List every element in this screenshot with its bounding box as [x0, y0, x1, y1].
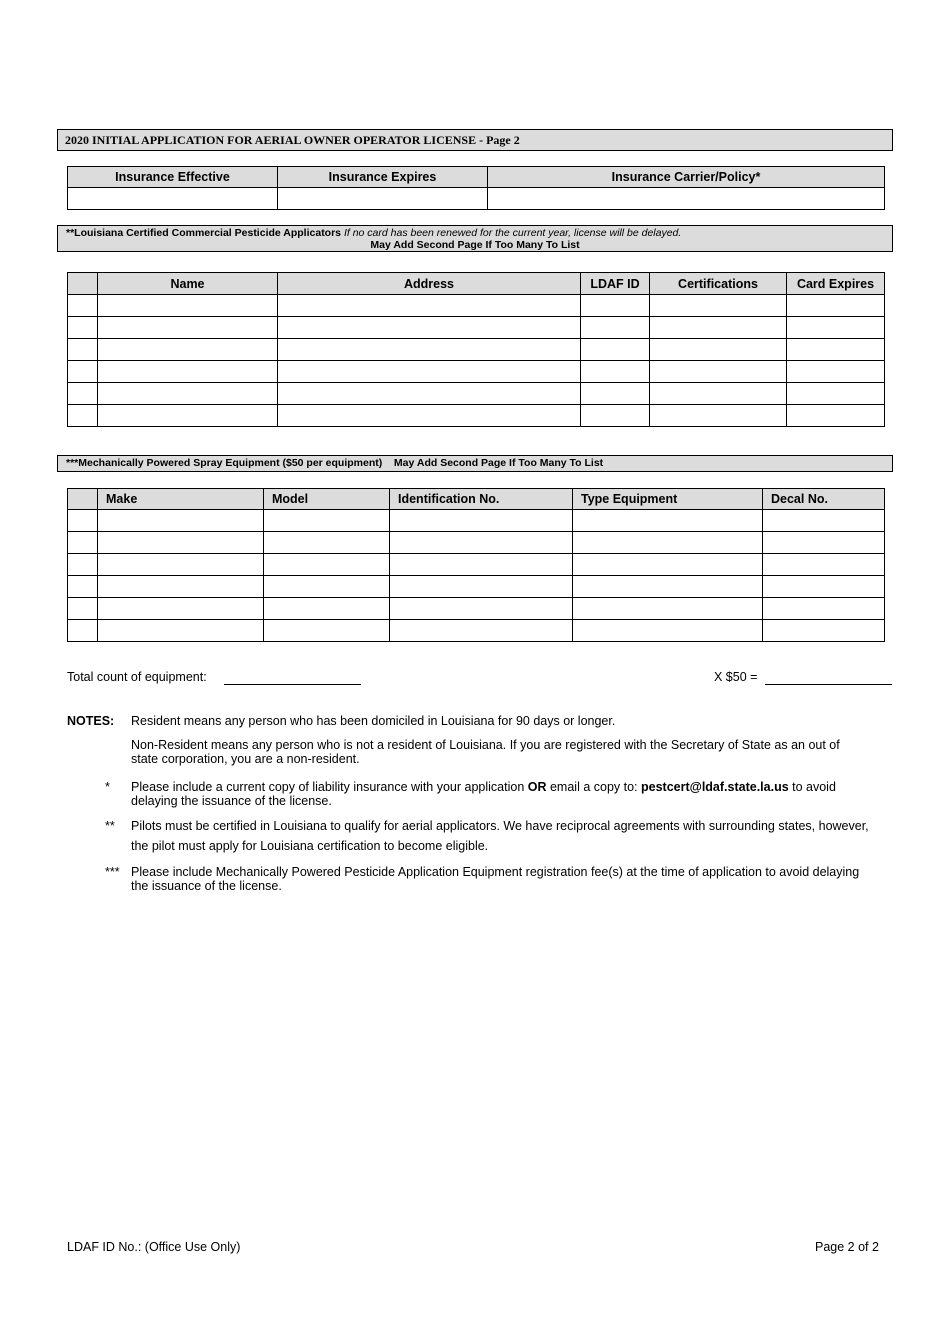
applicator-cell[interactable] — [278, 361, 581, 383]
note-resident-text: Resident means any person who has been domiciled in Louisiana for 90 days or longer. — [131, 714, 616, 728]
applicator-cell[interactable] — [98, 361, 278, 383]
equipment-cell-input[interactable] — [763, 514, 884, 528]
equipment-cell — [68, 554, 98, 576]
insurance-table — [67, 166, 885, 210]
col-decal-no: Decal No. — [763, 489, 885, 510]
equipment-cell-input[interactable] — [573, 624, 762, 638]
col-make: Make — [98, 489, 264, 510]
applicator-cell[interactable] — [581, 339, 650, 361]
page-header-bar — [57, 129, 893, 151]
note-insurance-text-c: to avoid — [788, 780, 836, 794]
page-title: 2020 INITIAL APPLICATION FOR AERIAL OWNER OPERATOR LICENSE - Page 2 — [65, 133, 520, 147]
applicator-cell-input[interactable] — [787, 343, 884, 357]
applicator-cell — [68, 339, 98, 361]
equipment-cell-input[interactable] — [264, 558, 389, 572]
col-model: Model — [264, 489, 390, 510]
applicator-cell-input[interactable] — [98, 409, 277, 423]
applicator-cell[interactable] — [278, 317, 581, 339]
applicator-cell[interactable] — [787, 383, 885, 405]
col-insurance-effective: Insurance Effective — [68, 167, 278, 188]
equipment-cell-input[interactable] — [390, 514, 572, 528]
applicator-cell[interactable] — [278, 295, 581, 317]
equipment-row — [68, 576, 885, 598]
footer-ldaf-id: LDAF ID No.: (Office Use Only) — [67, 1240, 241, 1254]
applicator-cell[interactable] — [650, 405, 787, 427]
insurance-expires-input[interactable] — [278, 192, 487, 206]
col-address: Address — [278, 273, 581, 295]
equipment-cell-input[interactable] — [98, 536, 263, 550]
col-card-expires: Card Expires — [787, 273, 885, 295]
applicator-cell-input[interactable] — [650, 343, 786, 357]
equipment-cell-input[interactable] — [573, 580, 762, 594]
equipment-row — [68, 532, 885, 554]
equipment-cell-input[interactable] — [264, 514, 389, 528]
equipment-cell — [68, 598, 98, 620]
col-name: Name — [98, 273, 278, 295]
applicator-cell[interactable] — [787, 317, 885, 339]
applicator-cell-input[interactable] — [581, 409, 649, 423]
applicator-cell-input[interactable] — [278, 299, 580, 313]
applicator-cell[interactable] — [98, 405, 278, 427]
footer-page-number: Page 2 of 2 — [815, 1240, 879, 1254]
applicator-cell[interactable] — [787, 361, 885, 383]
equipment-cell[interactable] — [264, 620, 390, 642]
applicator-row — [68, 317, 885, 339]
applicator-cell-input[interactable] — [581, 299, 649, 313]
applicator-cell-input[interactable] — [787, 299, 884, 313]
note-insurance — [131, 780, 836, 808]
equipment-cell[interactable] — [264, 510, 390, 532]
equipment-table — [67, 488, 885, 642]
applicator-cell — [68, 317, 98, 339]
applicator-cell-input[interactable] — [98, 365, 277, 379]
applicator-cell[interactable] — [650, 295, 787, 317]
equipment-cell-input[interactable] — [98, 602, 263, 616]
total-count-label: Total count of equipment: — [67, 670, 207, 684]
applicator-cell — [68, 383, 98, 405]
insurance-effective-input[interactable] — [68, 192, 277, 206]
equipment-cell[interactable] — [98, 532, 264, 554]
applicator-cell[interactable] — [787, 339, 885, 361]
applicator-cell-input[interactable] — [787, 321, 884, 335]
equipment-cell-input[interactable] — [763, 536, 884, 550]
applicator-cell[interactable] — [581, 361, 650, 383]
applicator-row — [68, 295, 885, 317]
applicator-cell[interactable] — [581, 295, 650, 317]
applicator-cell — [68, 361, 98, 383]
equipment-cell[interactable] — [390, 576, 573, 598]
equipment-cell-input[interactable] — [390, 580, 572, 594]
note-insurance-or: OR — [527, 780, 547, 794]
equipment-cell[interactable] — [573, 620, 763, 642]
col-insurance-carrier: Insurance Carrier/Policy* — [488, 167, 885, 188]
applicator-cell[interactable] — [650, 383, 787, 405]
applicator-cell-input[interactable] — [278, 321, 580, 335]
equipment-cell-input[interactable] — [98, 558, 263, 572]
applicator-cell[interactable] — [581, 405, 650, 427]
equipment-cell-input[interactable] — [573, 602, 762, 616]
equipment-cell-input[interactable] — [264, 624, 389, 638]
applicator-cell-input[interactable] — [787, 365, 884, 379]
equipment-banner-text: ***Mechanically Powered Spray Equipment ($50 per equipment) May Add Second Page If Too Many To List — [66, 457, 604, 469]
applicator-cell[interactable] — [98, 383, 278, 405]
note-equipment-fee-line2: the issuance of the license. — [131, 879, 282, 893]
equipment-cell-input[interactable] — [264, 602, 389, 616]
equipment-cell-input[interactable] — [264, 580, 389, 594]
col-certifications: Certifications — [650, 273, 787, 295]
equipment-cell[interactable] — [264, 554, 390, 576]
equipment-cell[interactable] — [98, 576, 264, 598]
fee-label: X $50 = — [714, 670, 758, 684]
applicator-cell-input[interactable] — [98, 343, 277, 357]
equipment-cell-input[interactable] — [264, 536, 389, 550]
equipment-cell[interactable] — [390, 510, 573, 532]
equipment-cell[interactable] — [763, 620, 885, 642]
applicator-cell-input[interactable] — [581, 387, 649, 401]
note-resident — [131, 714, 615, 728]
equipment-cell-input[interactable] — [390, 558, 572, 572]
col-eq-row-marker — [68, 489, 98, 510]
equipment-cell-input[interactable] — [390, 602, 572, 616]
applicator-cell[interactable] — [787, 405, 885, 427]
applicator-cell-input[interactable] — [98, 299, 277, 313]
applicator-row — [68, 361, 885, 383]
applicator-cell — [68, 405, 98, 427]
equipment-cell-input[interactable] — [573, 536, 762, 550]
note-non-resident — [131, 738, 840, 766]
applicator-cell[interactable] — [278, 383, 581, 405]
equipment-cell[interactable] — [763, 554, 885, 576]
equipment-cell-input[interactable] — [763, 624, 884, 638]
note-non-resident-line2: state corporation, you are a non-resident. — [131, 752, 360, 766]
equipment-cell[interactable] — [573, 598, 763, 620]
equipment-cell — [68, 576, 98, 598]
equipment-cell[interactable] — [573, 510, 763, 532]
equipment-row — [68, 510, 885, 532]
applicator-cell-input[interactable] — [650, 321, 786, 335]
applicator-row — [68, 383, 885, 405]
equipment-cell-input[interactable] — [98, 624, 263, 638]
note-star2-mark: ** — [105, 819, 115, 833]
applicators-banner-second-page: May Add Second Page If Too Many To List — [370, 239, 580, 251]
insurance-carrier-input[interactable] — [488, 192, 884, 206]
note-pilots-line2: the pilot must apply for Louisiana certification to become eligible. — [131, 839, 489, 853]
applicator-cell[interactable] — [581, 383, 650, 405]
equipment-row — [68, 620, 885, 642]
note-equipment-fee — [131, 865, 859, 893]
equipment-cell — [68, 532, 98, 554]
equipment-cell[interactable] — [573, 532, 763, 554]
equipment-cell[interactable] — [98, 510, 264, 532]
applicator-cell-input[interactable] — [581, 365, 649, 379]
note-star1-mark: * — [105, 780, 110, 794]
equipment-banner — [57, 455, 893, 472]
note-insurance-text-a: Please include a current copy of liability insurance with your application — [131, 780, 528, 794]
equipment-cell[interactable] — [390, 532, 573, 554]
applicator-cell-input[interactable] — [650, 299, 786, 313]
note-star3-mark: *** — [105, 865, 120, 879]
equipment-cell[interactable] — [390, 598, 573, 620]
equipment-cell[interactable] — [763, 576, 885, 598]
note-insurance-line2: delaying the issuance of the license. — [131, 794, 332, 808]
applicator-cell[interactable] — [787, 295, 885, 317]
equipment-row — [68, 598, 885, 620]
equipment-cell[interactable] — [763, 532, 885, 554]
insurance-effective-cell[interactable] — [68, 188, 278, 210]
total-count-field[interactable] — [224, 684, 361, 685]
fee-total-field[interactable] — [765, 684, 892, 685]
equipment-cell[interactable] — [98, 554, 264, 576]
note-insurance-text-b: email a copy to: — [546, 780, 641, 794]
applicator-cell-input[interactable] — [278, 343, 580, 357]
note-pilots — [131, 819, 869, 853]
applicator-cell[interactable] — [278, 339, 581, 361]
equipment-cell-input[interactable] — [763, 602, 884, 616]
applicators-banner — [57, 225, 893, 252]
applicator-cell-input[interactable] — [581, 343, 649, 357]
applicator-cell-input[interactable] — [98, 321, 277, 335]
email-link[interactable]: pestcert@ldaf.state.la.us — [641, 780, 789, 794]
equipment-cell[interactable] — [763, 510, 885, 532]
equipment-cell — [68, 510, 98, 532]
col-identification-no: Identification No. — [390, 489, 573, 510]
applicator-row — [68, 339, 885, 361]
applicator-cell-input[interactable] — [787, 387, 884, 401]
applicator-cell[interactable] — [98, 339, 278, 361]
equipment-cell[interactable] — [264, 532, 390, 554]
applicator-cell-input[interactable] — [650, 409, 786, 423]
applicator-cell[interactable] — [98, 317, 278, 339]
equipment-cell-input[interactable] — [390, 536, 572, 550]
equipment-cell-input[interactable] — [98, 514, 263, 528]
equipment-cell-input[interactable] — [763, 580, 884, 594]
equipment-cell-input[interactable] — [390, 624, 572, 638]
insurance-expires-cell[interactable] — [278, 188, 488, 210]
applicator-cell-input[interactable] — [278, 409, 580, 423]
applicators-banner-warning: If no card has been renewed for the current year, license will be delayed. — [341, 227, 682, 239]
equipment-cell[interactable] — [573, 576, 763, 598]
equipment-cell[interactable] — [763, 598, 885, 620]
applicator-cell-input[interactable] — [278, 365, 580, 379]
equipment-cell[interactable] — [264, 576, 390, 598]
equipment-cell-input[interactable] — [98, 580, 263, 594]
applicator-cell-input[interactable] — [787, 409, 884, 423]
applicator-cell-input[interactable] — [650, 365, 786, 379]
applicators-table — [67, 272, 885, 427]
applicator-row — [68, 405, 885, 427]
applicator-cell-input[interactable] — [98, 387, 277, 401]
equipment-cell — [68, 620, 98, 642]
applicator-cell[interactable] — [98, 295, 278, 317]
applicator-cell[interactable] — [650, 339, 787, 361]
applicator-cell[interactable] — [581, 317, 650, 339]
col-insurance-expires: Insurance Expires — [278, 167, 488, 188]
applicator-cell-input[interactable] — [581, 321, 649, 335]
applicator-cell-input[interactable] — [278, 387, 580, 401]
applicator-cell[interactable] — [278, 405, 581, 427]
col-row-marker — [68, 273, 98, 295]
equipment-cell[interactable] — [390, 554, 573, 576]
note-pilots-line1: Pilots must be certified in Louisiana to qualify for aerial applicators. We have reciprocal agreements with surrounding states, however, — [131, 819, 869, 833]
equipment-cell[interactable] — [98, 620, 264, 642]
applicator-cell[interactable] — [650, 361, 787, 383]
insurance-carrier-cell[interactable] — [488, 188, 885, 210]
applicator-cell — [68, 295, 98, 317]
col-ldaf-id: LDAF ID — [581, 273, 650, 295]
equipment-cell[interactable] — [264, 598, 390, 620]
applicators-banner-title: **Louisiana Certified Commercial Pesticide Applicators — [66, 227, 342, 239]
col-type-equipment: Type Equipment — [573, 489, 763, 510]
applicator-cell[interactable] — [650, 317, 787, 339]
equipment-row — [68, 554, 885, 576]
equipment-cell-input[interactable] — [573, 514, 762, 528]
applicator-cell-input[interactable] — [650, 387, 786, 401]
note-equipment-fee-line1: Please include Mechanically Powered Pesticide Application Equipment registration fee(s) at the time of application to avoid delaying — [131, 865, 860, 879]
equipment-cell[interactable] — [573, 554, 763, 576]
equipment-cell[interactable] — [98, 598, 264, 620]
equipment-cell[interactable] — [390, 620, 573, 642]
note-non-resident-line1: Non-Resident means any person who is not a resident of Louisiana. If you are registered with the Secretary of State as an out of — [131, 738, 840, 752]
equipment-cell-input[interactable] — [763, 558, 884, 572]
equipment-cell-input[interactable] — [573, 558, 762, 572]
notes-heading: NOTES: — [67, 714, 115, 728]
